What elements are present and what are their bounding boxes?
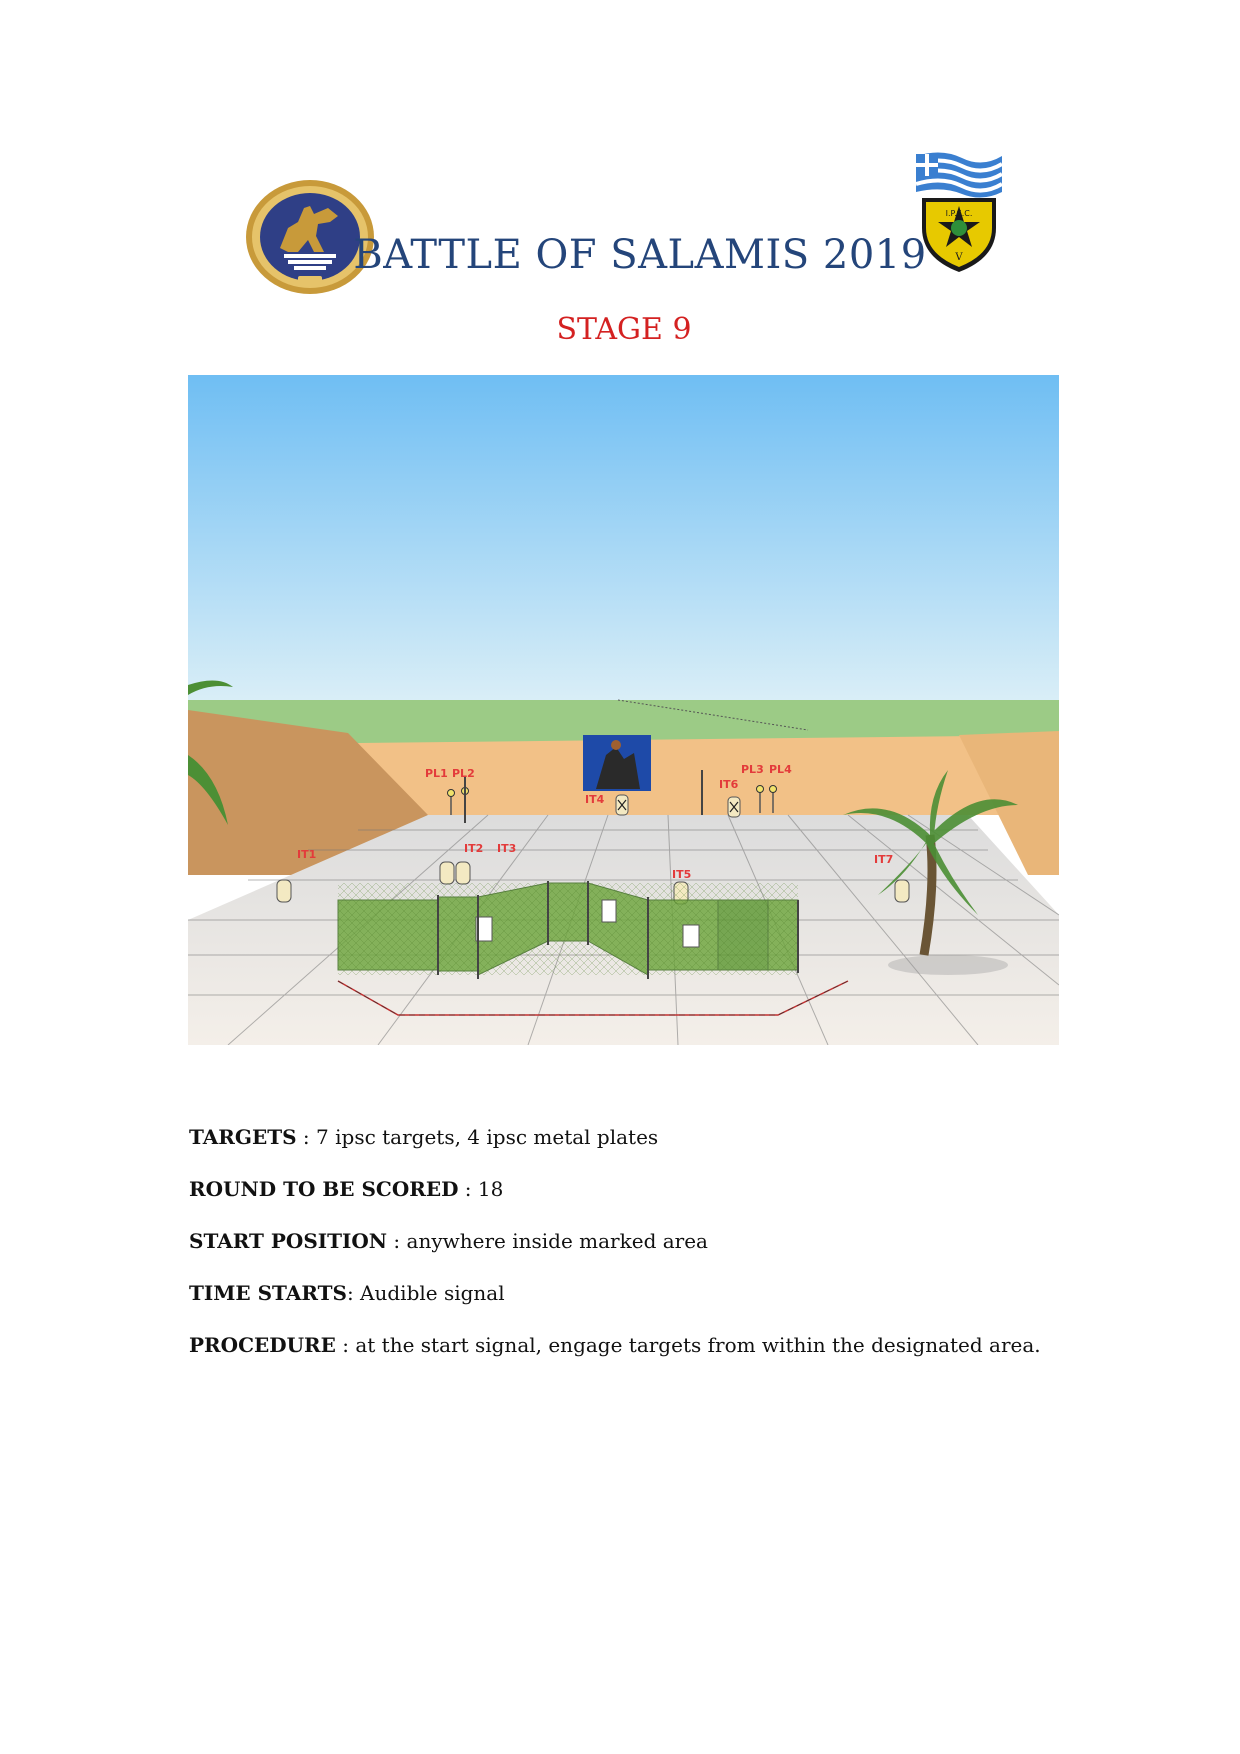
briefing-procedure: PROCEDURE : at the start signal, engage targets from within the designated area. xyxy=(189,1333,1041,1357)
briefing-start-position: START POSITION : anywhere inside marked area xyxy=(189,1229,708,1253)
sky xyxy=(188,375,1059,700)
svg-text:I.P.S.C.: I.P.S.C. xyxy=(945,209,973,218)
stage-title: STAGE 9 xyxy=(556,312,692,347)
pl1-label: PL1 xyxy=(425,767,448,780)
it6-label: IT6 xyxy=(719,778,739,791)
briefing-time-starts: TIME STARTS: Audible signal xyxy=(189,1281,505,1305)
page-title: BATTLE OF SALAMIS 2019 xyxy=(353,232,927,278)
it5-label: IT5 xyxy=(672,868,692,881)
it3-label: IT3 xyxy=(497,842,517,855)
svg-text:V: V xyxy=(955,252,963,263)
briefing-targets: TARGETS : 7 ipsc targets, 4 ipsc metal plates xyxy=(189,1125,659,1149)
pl3-label: PL3 xyxy=(741,763,764,776)
stage-diagram xyxy=(188,375,1059,1045)
greek-flag-icon xyxy=(916,152,1002,197)
stage-briefing xyxy=(189,1120,1089,1380)
backstop-poster xyxy=(583,735,651,791)
pl4-label: PL4 xyxy=(769,763,792,776)
it4-label: IT4 xyxy=(585,793,605,806)
it7-label: IT7 xyxy=(874,853,894,866)
briefing-rounds: ROUND TO BE SCORED : 18 xyxy=(189,1177,504,1201)
it1-label: IT1 xyxy=(297,848,317,861)
pl2-label: PL2 xyxy=(452,767,475,780)
it2-label: IT2 xyxy=(464,842,484,855)
